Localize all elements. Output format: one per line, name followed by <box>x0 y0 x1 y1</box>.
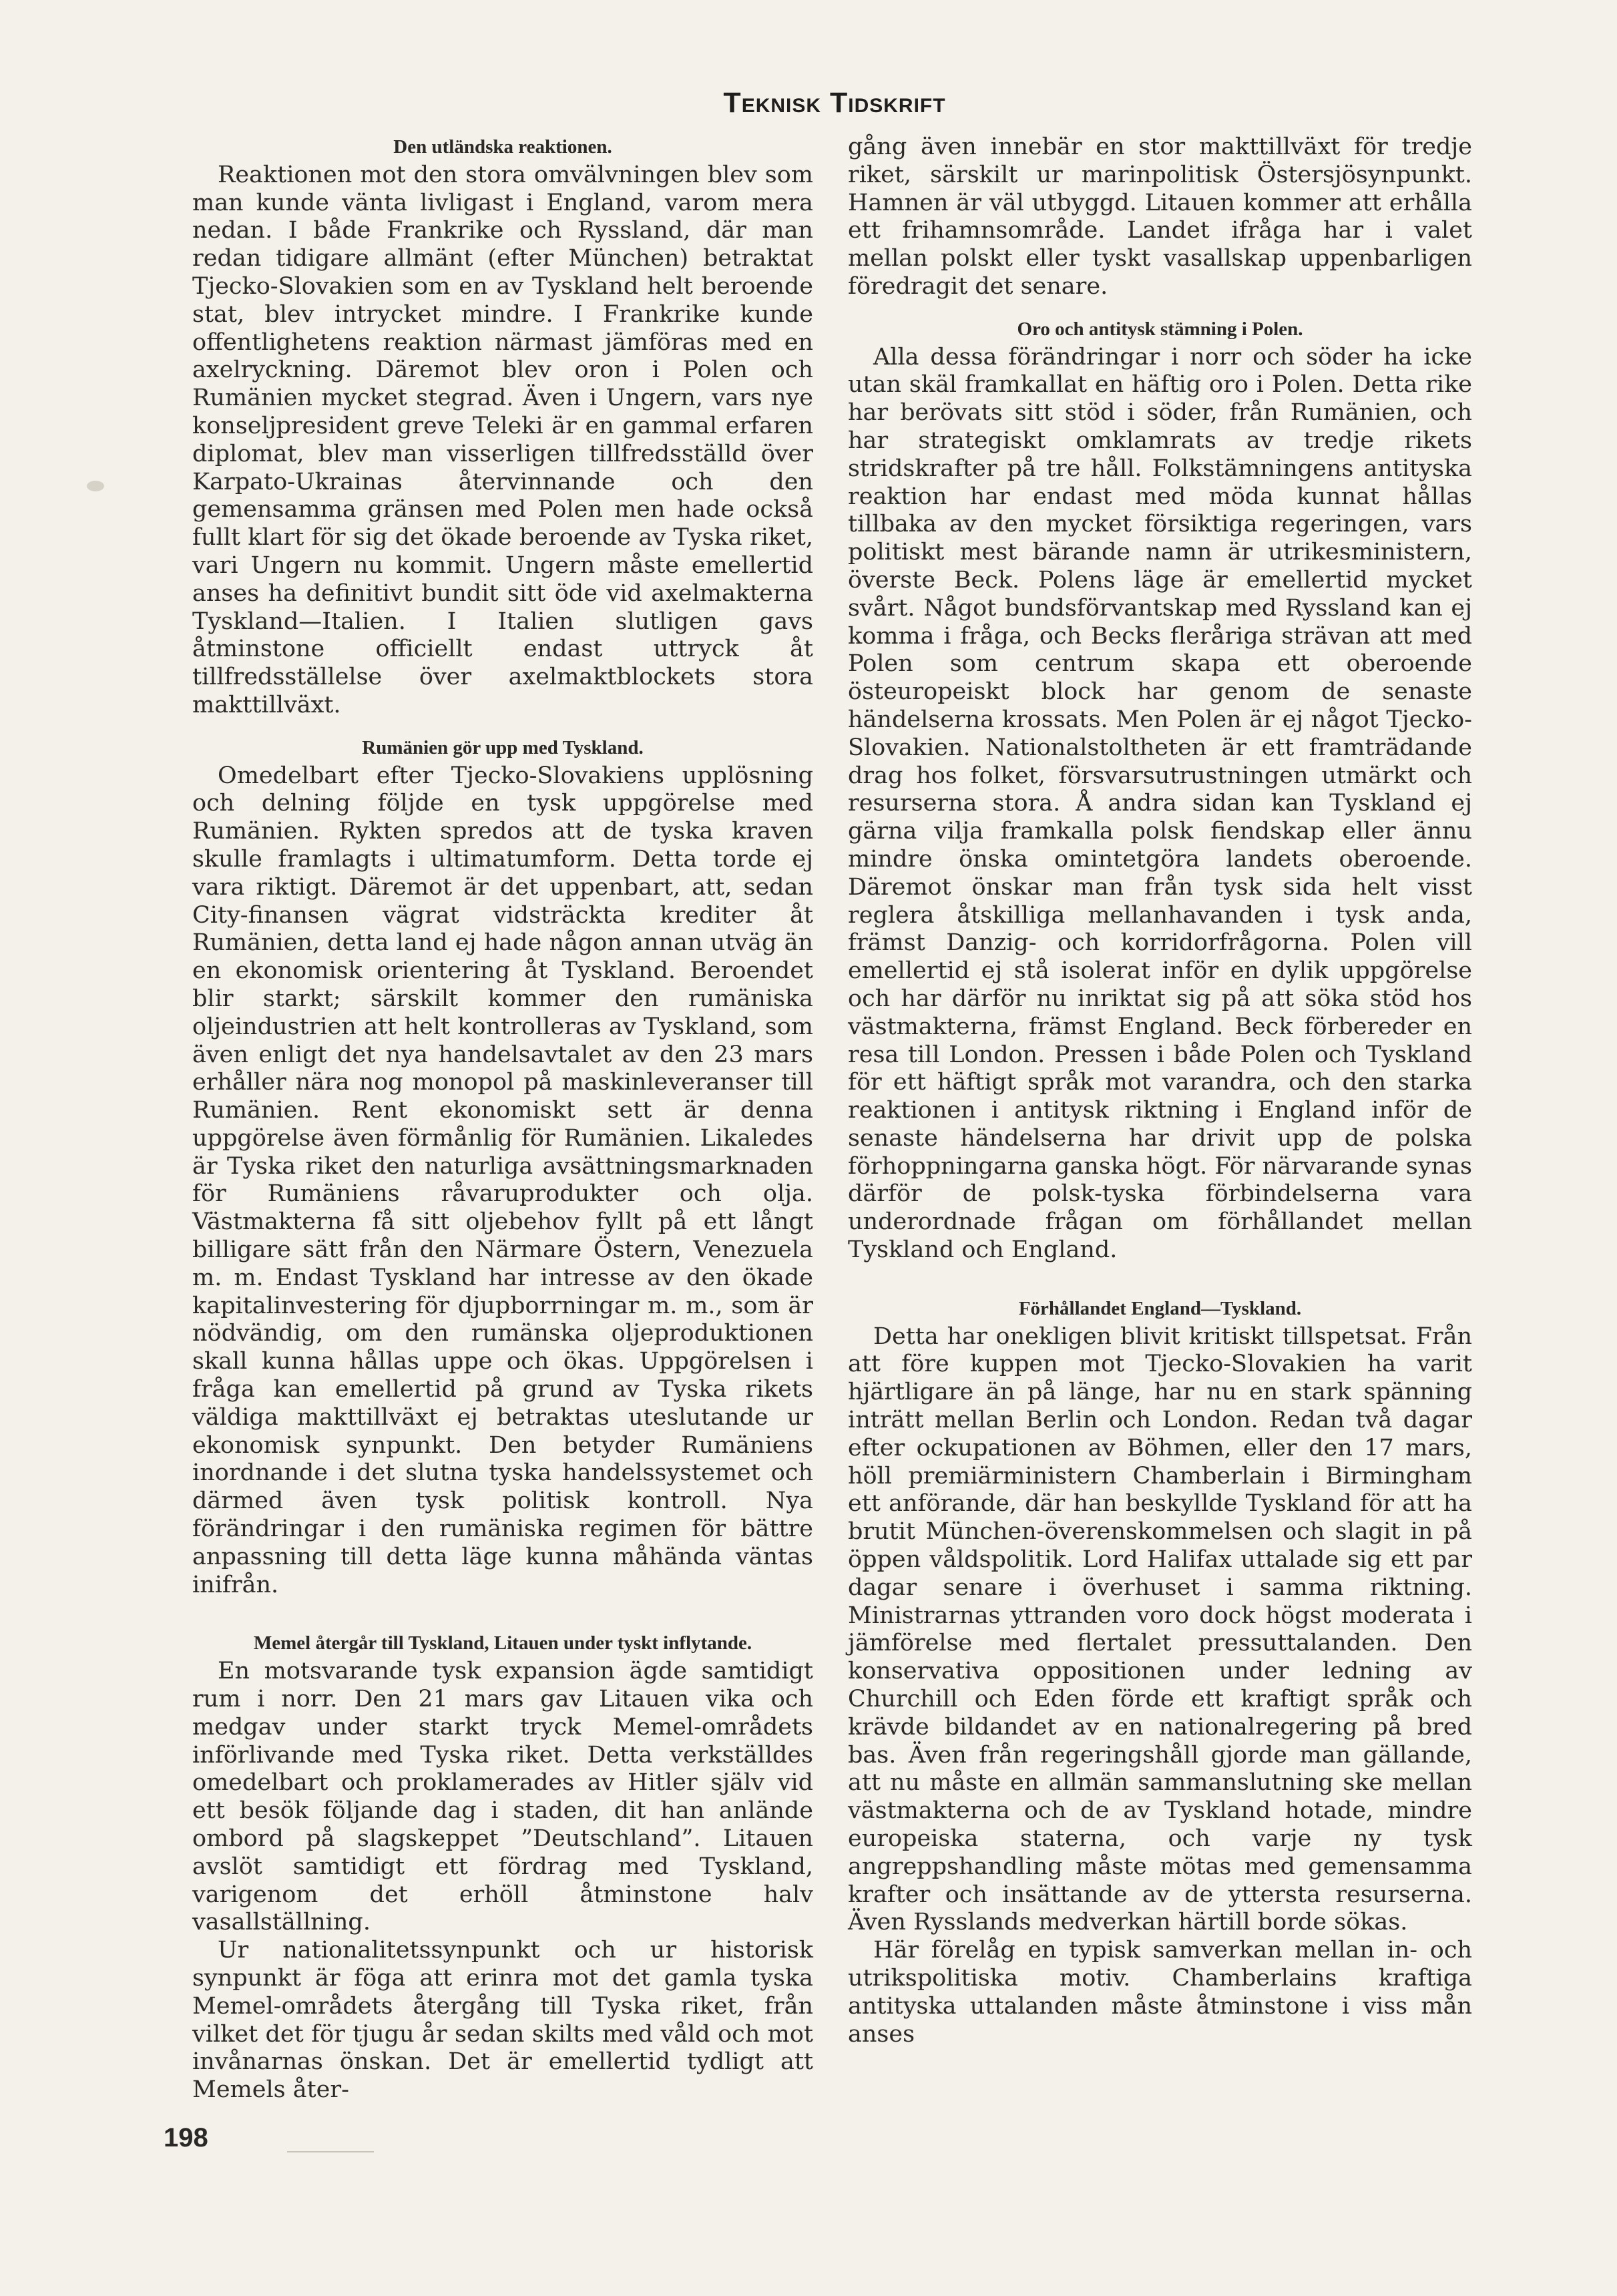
section-heading: Oro och antitysk stämning i Polen. <box>1017 318 1303 340</box>
paragraph: Detta har onekligen blivit kritiskt tillspetsat. Från att före kuppen mot Tjecko-Slovakien ha varit hjärtligare än på länge, har nu en stark spänning inträtt mellan Berlin och London. Redan två dagar efter ockupationen av Böhmen, eller den 17 mars, höll premiärministern Chamberlain i Birmingham ett anförande, där han beskyllde Tyskland för att ha brutit München-överenskommelsen och slagit in på öppen våldspolitik. Lord Halifax uttalade sig ett par dagar senare i överhuset i samma riktning. Ministrarnas yttranden voro dock högst moderata i jämförelse med flertalet pressuttalanden. Den konservativa oppositionen under ledning av Churchill och Eden förde ett kraftigt språk och krävde bildandet av en nationalregering på bred bas. Även från regeringshåll gjorde man gällande, att nu måste en allmän sammanslutning ske mellan västmakterna och de av Tyskland hotade, mindre europeiska staterna, och varje ny tysk angreppshandling måste mötas med gemensamma krafter och insättande av de yttersta resurserna. Även Rysslands medverkan härtill borde sökas. <box>848 1323 1472 1936</box>
section-heading: Den utländska reaktionen. <box>393 136 612 158</box>
paragraph: Reaktionen mot den stora omvälvningen blev som man kunde vänta livligast i England, varom mera nedan. I både Frankrike och Ryssland, där man redan tidigare allmänt (efter München) betraktat Tjecko-Slovakien som en av Tyskland helt beroende stat, blev intrycket mindre. I Frankrike kunde offentlighetens reaktion närmast jämföras med en axelryckning. Däremot blev oron i Polen och Rumänien mycket stegrad. Även i Ungern, vars nye konseljpresident greve Teleki är en gammal erfaren diplomat, blev man visserligen tillfredsställd över Karpato-Ukrainas återvinnande och den gemensamma gränsen med Polen men hade också fullt klart för sig det ökade beroende av Tyska riket, vari Ungern nu kommit. Ungern måste emellertid anses ha definitivt bundit sitt öde vid axelmakterna Tyskland—Italien. I Italien slutligen gavs åtminstone officiellt endast uttryck åt tillfredsställelse över axelmaktblockets stora makttillväxt. <box>192 161 813 718</box>
left-column <box>192 134 813 2104</box>
section-heading: Memel återgår till Tyskland, Litauen under tyskt inflytande. <box>253 1632 752 1654</box>
running-header: Teknisk Tidskrift <box>723 87 946 119</box>
paragraph: En motsvarande tysk expansion ägde samtidigt rum i norr. Den 21 mars gav Litauen vika och medgav under starkt tryck Memel-områdets införlivande med Tyska riket. Detta verkställdes omedelbart och proklamerades av Hitler själv vid ett besök följande dag i staden, dit han anlände ombord på slagskeppet ”Deutschland”. Litauen avslöt samtidigt ett fördrag med Tyskland, varigenom det erhöll åtminstone halv vasallställning. <box>192 1658 813 1936</box>
paper-mark <box>287 2151 374 2152</box>
paragraph: Omedelbart efter Tjecko-Slovakiens upplösning och delning följde en tysk uppgörelse med Rumänien. Rykten spredos att de tyska kraven skulle framlagts i ultimatumform. Detta torde ej vara riktigt. Däremot är det uppenbart, att, sedan City-finansen vägrat vidsträckta krediter åt Rumänien, detta land ej hade någon annan utväg än en ekonomisk orientering åt Tyskland. Beroendet blir starkt; särskilt kommer den rumäniska oljeindustrien att helt kontrolleras av Tyskland, som även enligt det nya handelsavtalet av den 23 mars erhåller nära nog monopol på maskinleveranser till Rumänien. Rent ekonomiskt sett är denna uppgörelse även förmånlig för Rumänien. Likaledes är Tyska riket den naturliga avsättningsmarknaden för Rumäniens råvaruprodukter och olja. Västmakterna få sitt oljebehov fyllt på ett långt billigare sätt från den Närmare Östern, Venezuela m. m. Endast Tyskland har intresse av den ökade kapitalinvestering för djupborrningar m. m., som är nödvändig, om den rumänska oljeproduktionen skall kunna hållas uppe och ökas. Uppgörelsen i fråga kan emellertid på grund av Tyska rikets väldiga makttillväxt ej betraktas uteslutande ur ekonomisk synpunkt. Den betyder Rumäniens inordnande i det slutna tyska handelssystemet och därmed även tysk politisk kontroll. Nya förändringar i den rumäniska regimen för bättre anpassning till detta läge kunna måhända väntas inifrån. <box>192 762 813 1598</box>
right-column <box>848 134 1472 2048</box>
page-number: 198 <box>164 2123 208 2152</box>
section-heading: Förhållandet England—Tyskland. <box>1018 1297 1302 1319</box>
paragraph: Alla dessa förändringar i norr och söder ha icke utan skäl framkallat en häftig oro i Polen. Detta rike har berövats sitt stöd i söder, från Rumänien, och har strategiskt omklamrats av tredje rikets stridskrafter på tre håll. Folkstämningens antityska reaktion har endast med möda kunnat hållas tillbaka av den mycket försiktiga regeringen, vars politiskt mest bärande namn är utrikesministern, överste Beck. Polens läge är emellertid mycket svårt. Något bundsförvantskap med Ryssland kan ej komma i fråga, och Becks fleråriga strävan att med Polen som centrum skapa ett oberoende östeuropeiskt block har genom de senaste händelserna krossats. Men Polen är ej något Tjecko-Slovakien. Nationalstoltheten är ett framträdande drag hos folket, försvarsutrustningen utmärkt och resurserna stora. Å andra sidan kan Tyskland ej gärna vilja framkalla polsk fiendskap eller ännu mindre önska omintetgöra landets oberoende. Däremot önskar man från tysk sida helt visst reglera åtskilliga mellanhavanden i tysk anda, främst Danzig- och korridorfrågorna. Polen vill emellertid ej stå isolerat inför en dylik uppgörelse och har därför nu inriktat sig på att söka stöd hos västmakterna, främst England. Beck förbereder en resa till London. Pressen i både Polen och Tyskland för ett häftigt språk mot varandra, och den starka reaktionen i antitysk riktning i England inför de senaste händelserna har drivit upp de polska förhoppningarna ganska högt. För närvarande synas därför de polsk-tyska förbindelserna vara underordnade frågan om förhållandet mellan Tyskland och England. <box>848 343 1472 1264</box>
section-heading: Rumänien gör upp med Tyskland. <box>362 736 644 758</box>
margin-mark <box>87 481 104 491</box>
paragraph: Här förelåg en typisk samverkan mellan in- och utrikspolitiska motiv. Chamberlains kraftiga antityska uttalanden måste åtminstone i viss mån anses <box>848 1937 1472 2048</box>
paragraph: gång även innebär en stor makttillväxt för tredje riket, särskilt ur marinpolitisk Östersjösynpunkt. Hamnen är väl utbyggd. Litauen kommer att erhålla ett frihamnsområde. Landet ifråga har i valet mellan polskt eller tyskt vasallskap uppenbarligen föredragit det senare. <box>848 134 1472 300</box>
paragraph: Ur nationalitetssynpunkt och ur historisk synpunkt är föga att erinra mot det gamla tyska Memel-områdets återgång till Tyska riket, från vilket det för tjugu år sedan skilts med våld och mot invånarnas önskan. Det är emellertid tydligt att Memels åter- <box>192 1937 813 2104</box>
